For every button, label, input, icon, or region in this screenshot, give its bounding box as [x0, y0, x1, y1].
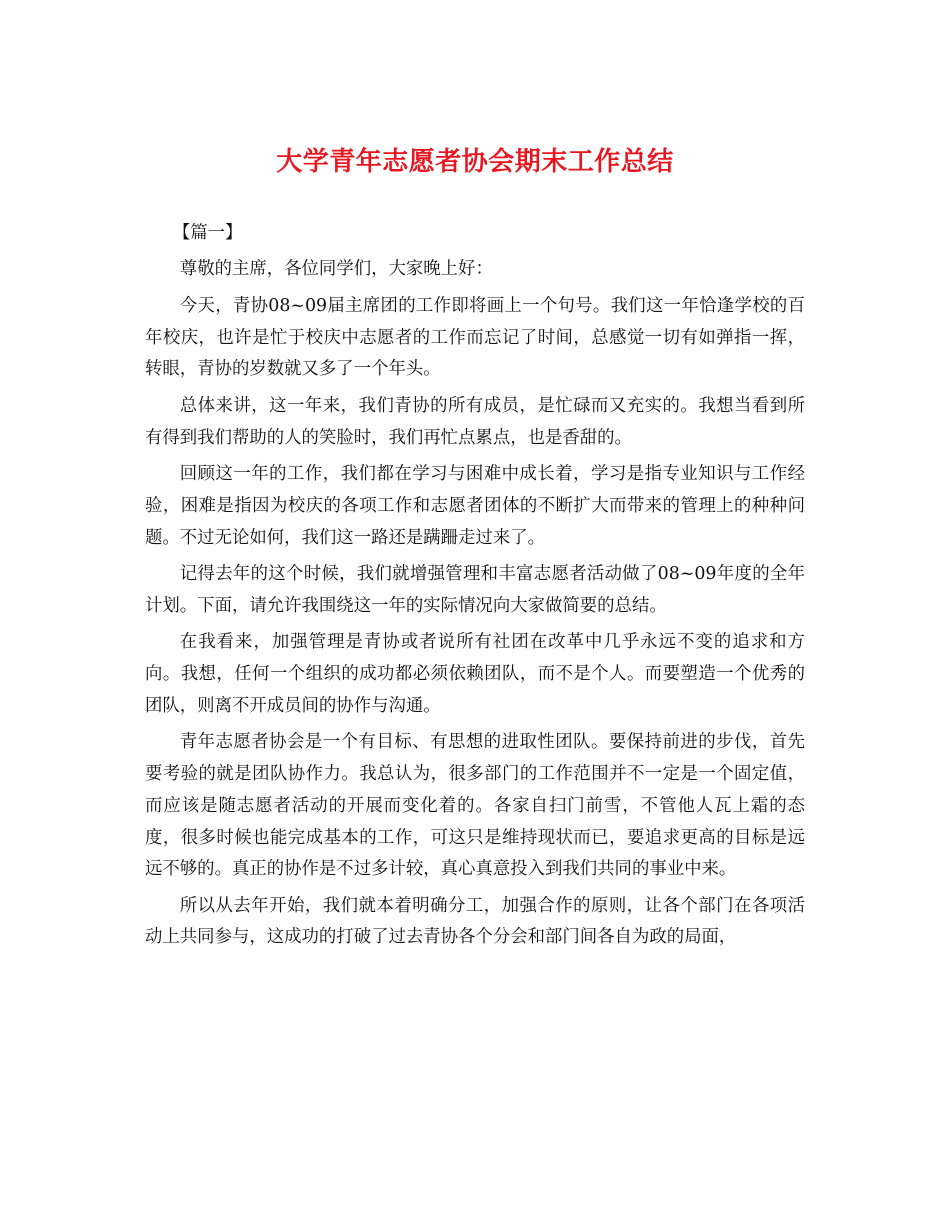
document-body: [145, 218, 805, 959]
paragraph-5: 在我看来，加强管理是青协或者说所有社团在改革中几乎永远不变的追求和方向。我想，任何一个组织的成功都必须依赖团队，而不是个人。而要塑造一个优秀的团队，则离不开成员间的协作与沟通。: [145, 632, 805, 716]
section-label: 【篇一】: [172, 223, 243, 243]
paragraph-7: 所以从去年开始，我们就本着明确分工，加强合作的原则，让各个部门在各项活动上共同参与，这成功的打破了过去青协各个分会和部门间各自为政的局面，: [145, 895, 805, 948]
paragraph-greeting: 尊敬的主席，各位同学们，大家晚上好：: [179, 259, 493, 280]
paragraph-2: 总体来讲，这一年来，我们青协的所有成员，是忙碌而又充实的。我想当看到所有得到我们帮助的人的笑脸时，我们再忙点累点，也是香甜的。: [145, 395, 805, 448]
paragraph-3: 回顾这一年的工作，我们都在学习与困难中成长着，学习是指专业知识与工作经验，困难是指因为校庆的各项工作和志愿者团体的不断扩大而带来的管理上的种种问题。不过无论如何，我们这一路还是蹒跚走过来了。: [145, 463, 805, 548]
document-title: 大学青年志愿者协会期末工作总结: [276, 147, 674, 177]
paragraph-6: 青年志愿者协会是一个有目标、有思想的进取性团队。要保持前进的步伐，首先要考验的就是团队协作力。我总认为，很多部门的工作范围并不一定是一个固定值，而应该是随志愿者活动的开展而变化着的。各家自扫门前雪，不管他人瓦上霜的态度，很多时候也能完成基本的工作，可这只是维持现状而已，要追求更高的目标是远远不够的。真正的协作是不过多计较，真心真意投入到我们共同的事业中来。: [145, 732, 805, 880]
paragraph-4: 记得去年的这个时候，我们就增强管理和丰富志愿者活动做了08~09年度的全年计划。下面，请允许我围绕这一年的实际情况向大家做简要的总结。: [145, 563, 805, 616]
paragraph-1: 今天，青协08~09届主席团的工作即将画上一个句号。我们这一年恰逢学校的百年校庆，也许是忙于校庆中志愿者的工作而忘记了时间，总感觉一切有如弹指一挥，转眼，青协的岁数就又多了一个年头。: [145, 295, 805, 380]
